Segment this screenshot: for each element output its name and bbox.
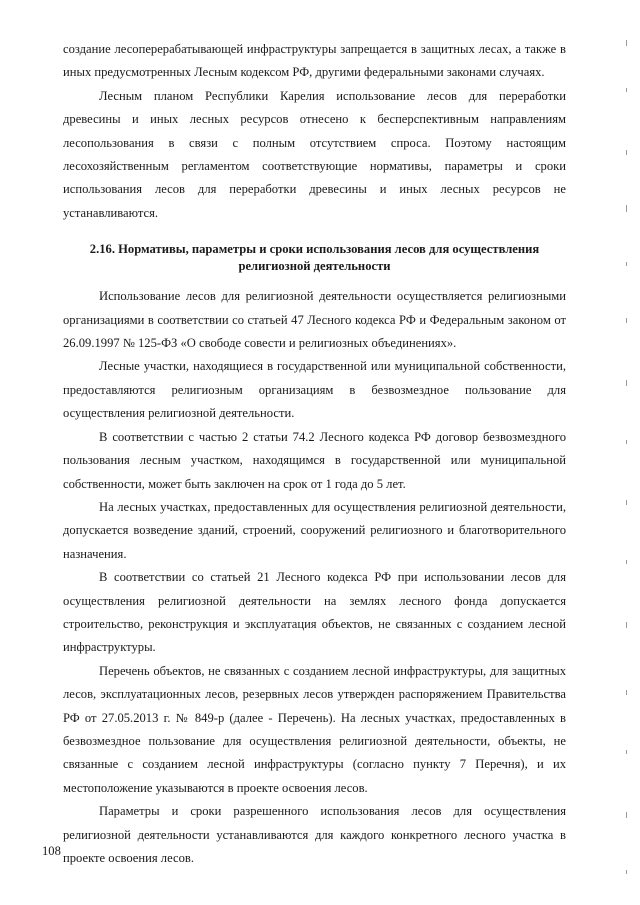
paragraph-continuation: создание лесоперерабатывающей инфраструктуры запрещается в защитных лесах, а также в иных предусмотренных Лесным кодексом РФ, другими федеральными законами случаях.	[63, 42, 566, 80]
paragraph-article-74-2: В соответствии с частью 2 статьи 74.2 Лесного кодекса РФ договор безвозмездного пользования лесным участком, находящимся в государственной или муниципальной собственности, может быть заключен на срок от 1 года до 5 лет.	[63, 429, 566, 491]
paragraph-article-21: В соответствии со статьей 21 Лесного кодекса РФ при использовании лесов для осуществления религиозной деятельности на землях лесного фонда допускается строительство, реконструкция и эксплуатация объектов, не связанных с созданием лесной инфраструктуры.	[63, 570, 566, 655]
paragraph-buildings: На лесных участках, предоставленных для осуществления религиозной деятельности, допускается возведение зданий, строений, сооружений религиозного и благотворительного назначения.	[63, 499, 566, 561]
section-heading: 2.16. Нормативы, параметры и сроки использования лесов для осуществления религиозной деятельности	[89, 242, 540, 274]
paragraph-objects-list: Перечень объектов, не связанных с созданием лесной инфраструктуры, для защитных лесов, эксплуатационных лесов, резервных лесов утвержден распоряжением Правительства РФ от 27.05.2013 г. № 849-р (далее - Перечень). На лесных участках, предоставленных в безвозмездное пользование для осуществления религиозной деятельности, объекты, не связанные с созданием лесной инфраструктуры (согласно пункту 7 Перечня), и их местоположение указываются в проекте освоения лесов.	[63, 663, 566, 795]
page-number: 108	[42, 844, 61, 858]
paragraph-parameters: Параметры и сроки разрешенного использования лесов для осуществления религиозной деятельности устанавливаются для каждого конкретного лесного участка в проекте освоения лесов.	[63, 804, 566, 865]
paragraph-forest-plan: Лесным планом Республики Карелия использование лесов для переработки древесины и иных лесных ресурсов отнесено к бесперспективным направлениям лесопользования в связи с полным отсутствием спроса. Поэтому настоящим лесохозяйственным регламентом соответствующие нормативы, параметры и сроки использования лесов для переработки древесины и иных лесных ресурсов не устанавливаются.	[63, 88, 566, 220]
paragraph-religious-use: Использование лесов для религиозной деятельности осуществляется религиозными организациями в соответствии со статьей 47 Лесного кодекса РФ и Федеральным законом от 26.09.1997 № 125-ФЗ «О свободе совести и религиозных объединениях».	[63, 289, 566, 351]
document-page	[63, 38, 566, 870]
scan-edge-marks	[600, 0, 640, 905]
paragraph-land-plots: Лесные участки, находящиеся в государственной или муниципальной собственности, предоставляются религиозным организациям в безвозмездное пользование для осуществления религиозной деятельности.	[63, 359, 566, 421]
